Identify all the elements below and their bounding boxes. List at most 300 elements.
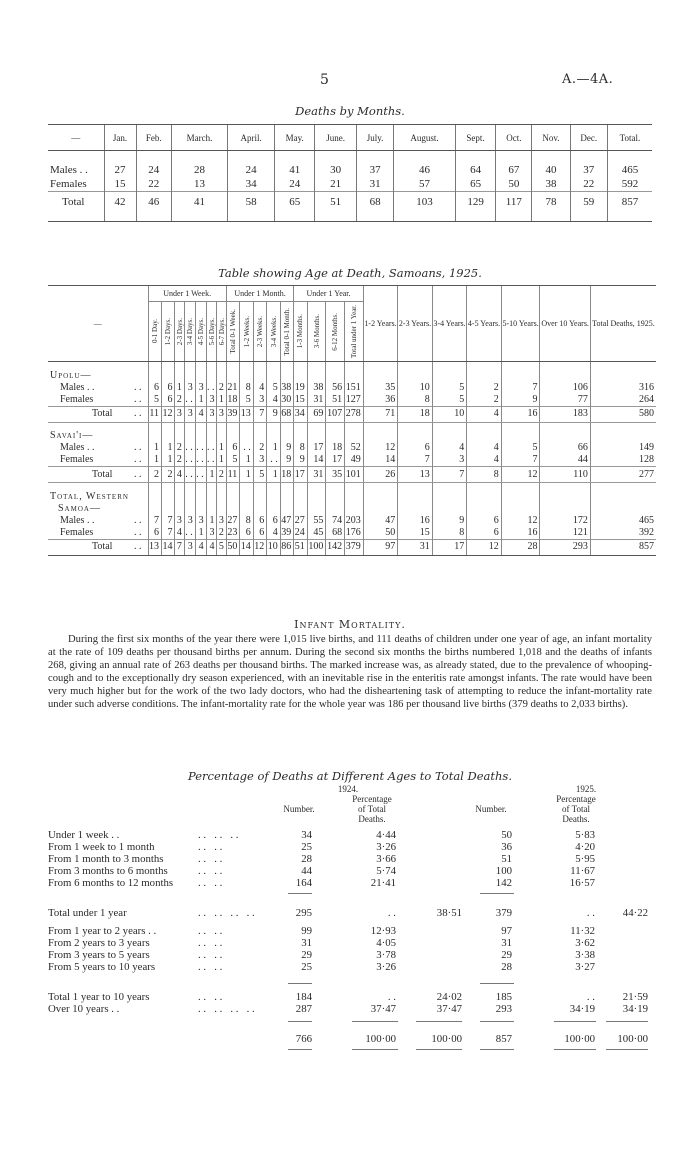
t1-total-cell: 42 <box>104 191 136 213</box>
t2-col-header: 3-6 Months. <box>312 314 321 349</box>
t3-cell: . . <box>586 991 595 1003</box>
t2-total-label: Total <box>92 468 113 480</box>
t2-col-header: 2-3 Years. <box>398 318 432 328</box>
t2-section-label: Savai'i— <box>50 430 94 441</box>
t2-col-header: 6-12 Months. <box>331 312 340 351</box>
t3-row <box>48 853 652 865</box>
t2-cell: 2 <box>467 382 502 394</box>
t3-cell: 99 <box>301 925 312 937</box>
t3-cell: 29 <box>301 949 312 961</box>
t2-cell: . . <box>184 527 195 540</box>
t2-total-cell: 4 <box>206 539 217 555</box>
t2-cell: . . <box>206 382 217 394</box>
t2-cell: 56 <box>326 382 345 394</box>
t2-total-cell: 3 <box>184 539 195 555</box>
t2-cell: 8 <box>240 515 253 527</box>
t1-cell: 465 <box>607 163 652 177</box>
t2-total-cell: 3 <box>175 406 184 422</box>
t1-col-header: Sept. <box>455 125 496 151</box>
t2-total-cell: 13 <box>240 406 253 422</box>
t2-col-header: 1-2 Weeks. <box>242 315 251 348</box>
t1-col-header: Jan. <box>104 125 136 151</box>
t2-cell: 2 <box>253 442 266 454</box>
t2-total-cell: 10 <box>432 406 467 422</box>
t2-cell: 1 <box>206 515 217 527</box>
t3-cell: 50 <box>501 829 512 841</box>
t1-cell: 15 <box>104 177 136 192</box>
age-at-death-table: — Under 1 Week. Under 1 Month. Under 1 Year. 1-2 Years. 2-3 Years. 3-4 Years. 4-5 Years. 5-10 Years. Over 10 Years. Total Deaths, 1925. 0-1 Day. 1-2 Days. 2-3 Days. 3-4 Days. 4-5 Days. 5-6 Days. 6-7 Days. Total 0-1 Week. 1-2 Weeks. 2-3 Weeks. 3-4 Weeks. Total 0-1 Month. 1-3 Months. 3-6 Months. 6-12 Months. Total under 1 Year. Upolu— Males . . . . 6 6 1 3 3 . . 2 21 8 4 5 38 19 38 56 151 35 10 5 2 7 106 316 Females . . 5 6 2 . . 1 3 1 18 5 3 4 30 15 31 51 127 36 8 5 2 9 77 264 Total . . 11 12 3 3 4 3 3 39 13 7 9 68 34 69 107 278 71 18 10 4 16 183 580 Savai'i— Males . . . . 1 1 2 . . . . . . 1 6 . . 2 1 9 8 17 18 52 12 6 4 4 5 66 149 Females . . 1 1 2 . . . . . . 1 5 1 3 . . 9 9 14 17 49 14 7 3 4 7 44 128 Total . . 2 2 4 . . . . 1 2 11 1 5 1 18 17 31 35 101 26 13 7 8 12 110 277 Total, Western Samoa— Males . . . . 7 7 3 3 3 1 3 27 8 6 6 47 27 55 74 203 47 16 9 6 12 172 465 Females . . 6 7 4 . . 1 3 2 23 6 6 4 39 24 45 68 176 50 15 8 6 16 121 392 Total . . 13 14 7 3 4 4 5 50 14 12 10 86 51 100 142 379 97 31 17 12 28 293 857 <box>48 285 656 556</box>
t2-total-cell: 8 <box>467 467 502 483</box>
t1-cell: 37 <box>570 163 607 177</box>
t3-cell: 5·83 <box>575 829 595 841</box>
t2-cell: 35 <box>363 382 398 394</box>
t2-row-label: Females <box>60 454 94 465</box>
t3-row <box>48 829 652 841</box>
t3-rule <box>352 1021 398 1022</box>
t2-cell: 23 <box>226 527 239 540</box>
t2-cell: 6 <box>148 382 161 394</box>
t2-cell: . . <box>206 442 217 454</box>
t2-cell: 52 <box>345 442 364 454</box>
t1-col-header: August. <box>394 125 456 151</box>
t3-cell: 3·78 <box>376 949 396 961</box>
t1-cell: 13 <box>171 177 227 192</box>
t3-rule <box>480 893 514 894</box>
t2-total-cell: 5 <box>253 467 266 483</box>
t3-row-label: From 2 years to 3 years <box>48 937 150 949</box>
t3-row-dots: . . . . <box>198 853 223 865</box>
t3-grand-cell: 100·00 <box>617 1033 648 1045</box>
t2-total-cell: 18 <box>398 406 433 422</box>
t3-cell: 31 <box>501 937 512 949</box>
t2-total-cell: 97 <box>363 539 398 555</box>
t3-row-label: From 5 years to 10 years <box>48 961 156 973</box>
t2-cell: 3 <box>206 394 217 407</box>
t2-total-cell: 142 <box>326 539 345 555</box>
t2-total-cell: 2 <box>217 467 226 483</box>
t3-cell: 29 <box>501 949 512 961</box>
t2-col-header: 3-4 Years. <box>433 318 466 328</box>
t2-cell: . . <box>195 454 206 467</box>
t2-total-row <box>48 467 656 483</box>
t1-cell: 34 <box>228 177 275 192</box>
t2-cell: 3 <box>206 527 217 540</box>
t3-cell: 11·67 <box>570 865 595 877</box>
t1-row <box>48 163 652 177</box>
t2-cell: 21 <box>226 382 239 394</box>
t3-row-dots: . . . . <box>198 991 223 1003</box>
t2-total-cell: 12 <box>501 467 540 483</box>
deaths-by-months-table <box>48 124 652 222</box>
t2-cell: 2 <box>175 454 184 467</box>
t2-total-row <box>48 406 656 422</box>
t2-total-cell: 31 <box>398 539 433 555</box>
t2-cell: 1 <box>161 454 174 467</box>
t3-grand-total-row <box>48 1033 652 1045</box>
t2-total-cell: 9 <box>267 406 280 422</box>
t2-cell: 9 <box>280 454 293 467</box>
t3-row <box>48 1003 652 1015</box>
t3-rule <box>288 1049 312 1050</box>
t3-cell: 51 <box>501 853 512 865</box>
t2-cell: 3 <box>184 515 195 527</box>
t2-cell: 6 <box>267 515 280 527</box>
t1-cell: 46 <box>394 163 456 177</box>
t2-row-label: Females <box>60 526 94 538</box>
t2-cell: 3 <box>184 382 195 394</box>
pct-col-1924-b: of Total <box>358 804 386 814</box>
t3-cell: 37·47 <box>370 1003 396 1015</box>
t2-cell: 6 <box>240 527 253 540</box>
t3-cell: 3·26 <box>376 961 396 973</box>
t2-total-cell: . . <box>195 467 206 483</box>
t2-cell: 14 <box>307 454 326 467</box>
t2-total-cell: 110 <box>540 467 590 483</box>
t2-total-cell: 4 <box>195 539 206 555</box>
t2-cell: 3 <box>432 454 467 467</box>
t2-total-cell: 101 <box>345 467 364 483</box>
t3-rule <box>288 983 312 984</box>
t3-row-dots: . . . . <box>198 961 223 973</box>
t1-row-label: Females <box>50 177 87 190</box>
t2-total-cell: 17 <box>432 539 467 555</box>
t2-row-dots: . . <box>134 381 142 393</box>
t2-col-header: 2-3 Weeks. <box>256 315 265 348</box>
t3-row <box>48 865 652 877</box>
t2-total-row <box>48 539 656 555</box>
t1-col-header: Nov. <box>532 125 570 151</box>
t2-cell: 27 <box>294 515 307 527</box>
t1-cell: 41 <box>275 163 315 177</box>
t3-row-label: From 3 months to 6 months <box>48 865 168 877</box>
year-1925: 1925. <box>575 784 597 794</box>
t2-total-cell: 12 <box>161 406 174 422</box>
t2-total-cell: 13 <box>398 467 433 483</box>
t2-cell: 6 <box>148 527 161 540</box>
t1-cell: 24 <box>275 177 315 192</box>
t2-total-cell: 11 <box>148 406 161 422</box>
t2-total-label: Total <box>92 408 113 419</box>
t3-cell: 97 <box>501 925 512 937</box>
t2-row <box>48 382 656 394</box>
t3-cell: 31 <box>301 937 312 949</box>
t2-total-cell: 18 <box>280 467 293 483</box>
t2-cell: 44 <box>540 454 590 467</box>
t2-total-cell: 183 <box>540 406 590 422</box>
t2-cell: 12 <box>501 515 540 527</box>
t1-cell: 24 <box>136 163 171 177</box>
t2-cell: 7 <box>161 515 174 527</box>
t1-total-cell: 59 <box>570 191 607 213</box>
t1-col-header: Feb. <box>136 125 171 151</box>
t3-row-label: Total under 1 year <box>48 907 127 919</box>
t2-cell: 4 <box>432 442 467 454</box>
t2-cell: 39 <box>280 527 293 540</box>
t3-cell: 25 <box>301 841 312 853</box>
t3-cell: 28 <box>301 853 312 865</box>
t1-cell: 37 <box>356 163 393 177</box>
t2-total-cell: 10 <box>267 539 280 555</box>
t3-row-dots: . . . . . . . . <box>198 1003 255 1015</box>
t3-cell: 4·20 <box>575 841 595 853</box>
t1-cell: 592 <box>607 177 652 192</box>
t2-cell: 2 <box>175 442 184 454</box>
t2-cell: 1 <box>175 382 184 394</box>
t1-col-header: April. <box>228 125 275 151</box>
t2-total-cell: 107 <box>326 406 345 422</box>
t2-cell: 1 <box>195 527 206 540</box>
t3-cell: 21·59 <box>622 991 648 1003</box>
t2-total-cell: 4 <box>175 467 184 483</box>
table2-caption: Table showing Age at Death, Samoans, 1925. <box>218 266 482 280</box>
t2-col-header: 0-1 Day. <box>150 319 159 344</box>
t3-rule <box>606 1021 648 1022</box>
t2-total-cell: 14 <box>161 539 174 555</box>
t3-cell: 293 <box>495 1003 512 1015</box>
section-title: Infant Mortality. <box>294 618 406 631</box>
t3-row-label: Under 1 week . . <box>48 829 120 841</box>
t3-rule <box>288 893 312 894</box>
t3-rule <box>416 1021 462 1022</box>
t2-cell: . . <box>184 394 195 407</box>
t2-total-dots: . . <box>134 468 142 480</box>
t3-rule <box>480 1049 514 1050</box>
t1-total-cell: 46 <box>136 191 171 213</box>
t1-total-cell: 51 <box>315 191 357 213</box>
t2-row-label: Males . . <box>60 514 95 526</box>
t3-cell: . . <box>387 907 396 919</box>
t3-cell: 295 <box>295 907 312 919</box>
t1-total-cell: 58 <box>228 191 275 213</box>
t2-total-cell: 26 <box>363 467 398 483</box>
t2-cell: . . <box>267 454 280 467</box>
t2-cell: 4 <box>467 454 502 467</box>
t2-total-cell: 5 <box>217 539 226 555</box>
t2-row <box>48 515 656 527</box>
t2-cell: 9 <box>501 394 540 407</box>
t2-total-cell: . . <box>184 467 195 483</box>
t2-total-cell: 857 <box>590 539 656 555</box>
t3-row <box>48 841 652 853</box>
t3-cell: 164 <box>295 877 312 889</box>
t2-cell: 17 <box>326 454 345 467</box>
t2-cell: 149 <box>590 442 656 454</box>
t3-cell: . . <box>586 907 595 919</box>
t3-cell: 3·62 <box>575 937 595 949</box>
t3-cell: 142 <box>495 877 512 889</box>
t2-total-cell: 1 <box>267 467 280 483</box>
t2-cell: 8 <box>240 382 253 394</box>
t3-row-label: From 1 month to 3 months <box>48 853 164 865</box>
t1-cell: 57 <box>394 177 456 192</box>
t2-total-cell: 39 <box>226 406 239 422</box>
t2-row-dots: . . <box>134 514 142 526</box>
t2-cell: 5 <box>240 394 253 407</box>
t1-cell: 64 <box>455 163 496 177</box>
t2-cell: 3 <box>217 515 226 527</box>
t2-section-label: Total, Western <box>50 490 129 502</box>
t2-cell: 7 <box>148 515 161 527</box>
t2-cell: 1 <box>217 454 226 467</box>
t3-cell: 5·74 <box>376 865 396 877</box>
t2-cell: 14 <box>363 454 398 467</box>
t1-total-cell: 68 <box>356 191 393 213</box>
t2-cell: 172 <box>540 515 590 527</box>
t2-cell: 3 <box>175 515 184 527</box>
t3-cell: 34·19 <box>569 1003 595 1015</box>
t2-total-cell: 580 <box>590 406 656 422</box>
t2-col-header: Total under 1 Year. <box>349 305 358 358</box>
t3-cell: 185 <box>495 991 512 1003</box>
t2-cell: 8 <box>294 442 307 454</box>
t2-total-dots: . . <box>134 408 142 419</box>
pct-col-1924-a: Percentage <box>352 794 392 804</box>
t2-total-cell: 28 <box>501 539 540 555</box>
t2-total-cell: 86 <box>280 539 293 555</box>
t2-col-header: 3-4 Days. <box>185 317 194 346</box>
t2-col-header: 4-5 Days. <box>196 317 205 346</box>
t2-cell: 31 <box>307 394 326 407</box>
t2-cell: 15 <box>398 527 433 540</box>
t2-cell: 5 <box>267 382 280 394</box>
document-reference: A.—4A. <box>562 72 614 87</box>
t3-rule <box>352 1049 398 1050</box>
t2-cell: 316 <box>590 382 656 394</box>
t2-total-cell: 2 <box>161 467 174 483</box>
t2-cell: 6 <box>467 527 502 540</box>
t2-cell: 1 <box>148 454 161 467</box>
t1-cell: 30 <box>315 163 357 177</box>
t3-row-dots: . . . . <box>198 949 223 961</box>
pct-col-1925-b: of Total <box>562 804 590 814</box>
t2-cell: 7 <box>501 454 540 467</box>
t3-row-dots: . . . . . . . . <box>198 907 255 919</box>
t2-cell: 1 <box>217 442 226 454</box>
t2-total-cell: 1 <box>206 467 217 483</box>
t3-row-dots: . . . . <box>198 865 223 877</box>
t2-cell: 47 <box>363 515 398 527</box>
t2-section-label-2: Samoa— <box>58 502 101 514</box>
t3-cell: 3·27 <box>575 961 595 973</box>
t3-cell: 3·26 <box>376 841 396 853</box>
t2-total-cell: 1 <box>240 467 253 483</box>
t1-cell: 21 <box>315 177 357 192</box>
t2-cell: 3 <box>253 454 266 467</box>
t2-total-cell: 12 <box>467 539 502 555</box>
t2-col-header: 6-7 Days. <box>217 317 226 346</box>
t3-row-dots: . . . . <box>198 937 223 949</box>
t2-cell: 18 <box>226 394 239 407</box>
t2-cell: 4 <box>267 527 280 540</box>
t2-section-title <box>48 491 656 503</box>
t2-cell: 176 <box>345 527 364 540</box>
t2-cell: 5 <box>148 394 161 407</box>
t2-row-dots: . . <box>134 526 142 538</box>
t2-cell: 2 <box>217 382 226 394</box>
t3-row-label: From 1 year to 2 years . . <box>48 925 157 937</box>
t2-group-header: Under 1 Month. <box>226 286 293 302</box>
t3-cell: 5·95 <box>575 853 595 865</box>
t2-total-cell: 68 <box>280 406 293 422</box>
t3-row <box>48 961 652 973</box>
t2-total-cell: 14 <box>240 539 253 555</box>
t3-row <box>48 925 652 937</box>
t3-cell: 4·05 <box>376 937 396 949</box>
t1-cell: 22 <box>570 177 607 192</box>
t2-col-header: 1-3 Months. <box>296 314 305 349</box>
t2-cell: 6 <box>467 515 502 527</box>
t2-total-cell: 16 <box>501 406 540 422</box>
t2-cell: 38 <box>307 382 326 394</box>
t2-total-cell: 7 <box>432 467 467 483</box>
t2-cell: 465 <box>590 515 656 527</box>
t2-group-header: Under 1 Week. <box>148 286 226 302</box>
t1-col-header: May. <box>275 125 315 151</box>
t2-cell: 38 <box>280 382 293 394</box>
t2-cell: 9 <box>432 515 467 527</box>
t3-cell: 3·38 <box>575 949 595 961</box>
t2-cell: . . <box>195 442 206 454</box>
t3-row-dots: . . . . <box>198 877 223 889</box>
t2-cell: 6 <box>161 394 174 407</box>
t2-col-header: 3-4 Weeks. <box>269 315 278 348</box>
t2-cell: 2 <box>467 394 502 407</box>
t2-cell: 3 <box>195 515 206 527</box>
t1-total-cell: 78 <box>532 191 570 213</box>
t2-cell: 4 <box>175 527 184 540</box>
t2-cell: 264 <box>590 394 656 407</box>
t2-cell: 74 <box>326 515 345 527</box>
t2-cell: 3 <box>195 382 206 394</box>
t2-row-dots: . . <box>134 442 142 453</box>
t2-cell: 16 <box>398 515 433 527</box>
t3-cell: 38·51 <box>436 907 462 919</box>
t2-total-cell: 3 <box>206 406 217 422</box>
t2-cell: 2 <box>175 394 184 407</box>
t2-row <box>48 442 656 454</box>
t2-col-header: 1-2 Years. <box>364 318 397 328</box>
page-number: 5 <box>320 72 329 88</box>
t3-cell: 184 <box>295 991 312 1003</box>
year-1924: 1924. <box>337 784 359 794</box>
t2-row-dots: . . <box>134 454 142 465</box>
t3-row-label: Total 1 year to 10 years <box>48 991 150 1003</box>
t2-section-title <box>48 370 656 382</box>
t2-cell: 36 <box>363 394 398 407</box>
t2-cell: 3 <box>253 394 266 407</box>
t2-total-cell: 277 <box>590 467 656 483</box>
t2-cell: 17 <box>307 442 326 454</box>
t2-col-header: Over 10 Years. <box>541 318 589 328</box>
t3-cell: 21·41 <box>370 877 396 889</box>
t3-grand-cell: 100·00 <box>431 1033 462 1045</box>
t2-cell: 77 <box>540 394 590 407</box>
t1-cell: 38 <box>532 177 570 192</box>
t2-total-cell: 17 <box>294 467 307 483</box>
t1-total-label: Total <box>48 191 104 213</box>
t3-row <box>48 949 652 961</box>
t2-cell: 24 <box>294 527 307 540</box>
t3-row-dots: . . . . . . <box>198 829 239 841</box>
t3-row-label: From 1 week to 1 month <box>48 841 155 853</box>
t3-cell: . . <box>387 991 396 1003</box>
t2-total-cell: 35 <box>326 467 345 483</box>
t2-col-header: Total 0-1 Month. <box>283 307 291 356</box>
t2-row-label: Females <box>60 393 94 405</box>
t2-cell: 8 <box>432 527 467 540</box>
t1-col-header: July. <box>356 125 393 151</box>
t3-cell: 379 <box>495 907 512 919</box>
